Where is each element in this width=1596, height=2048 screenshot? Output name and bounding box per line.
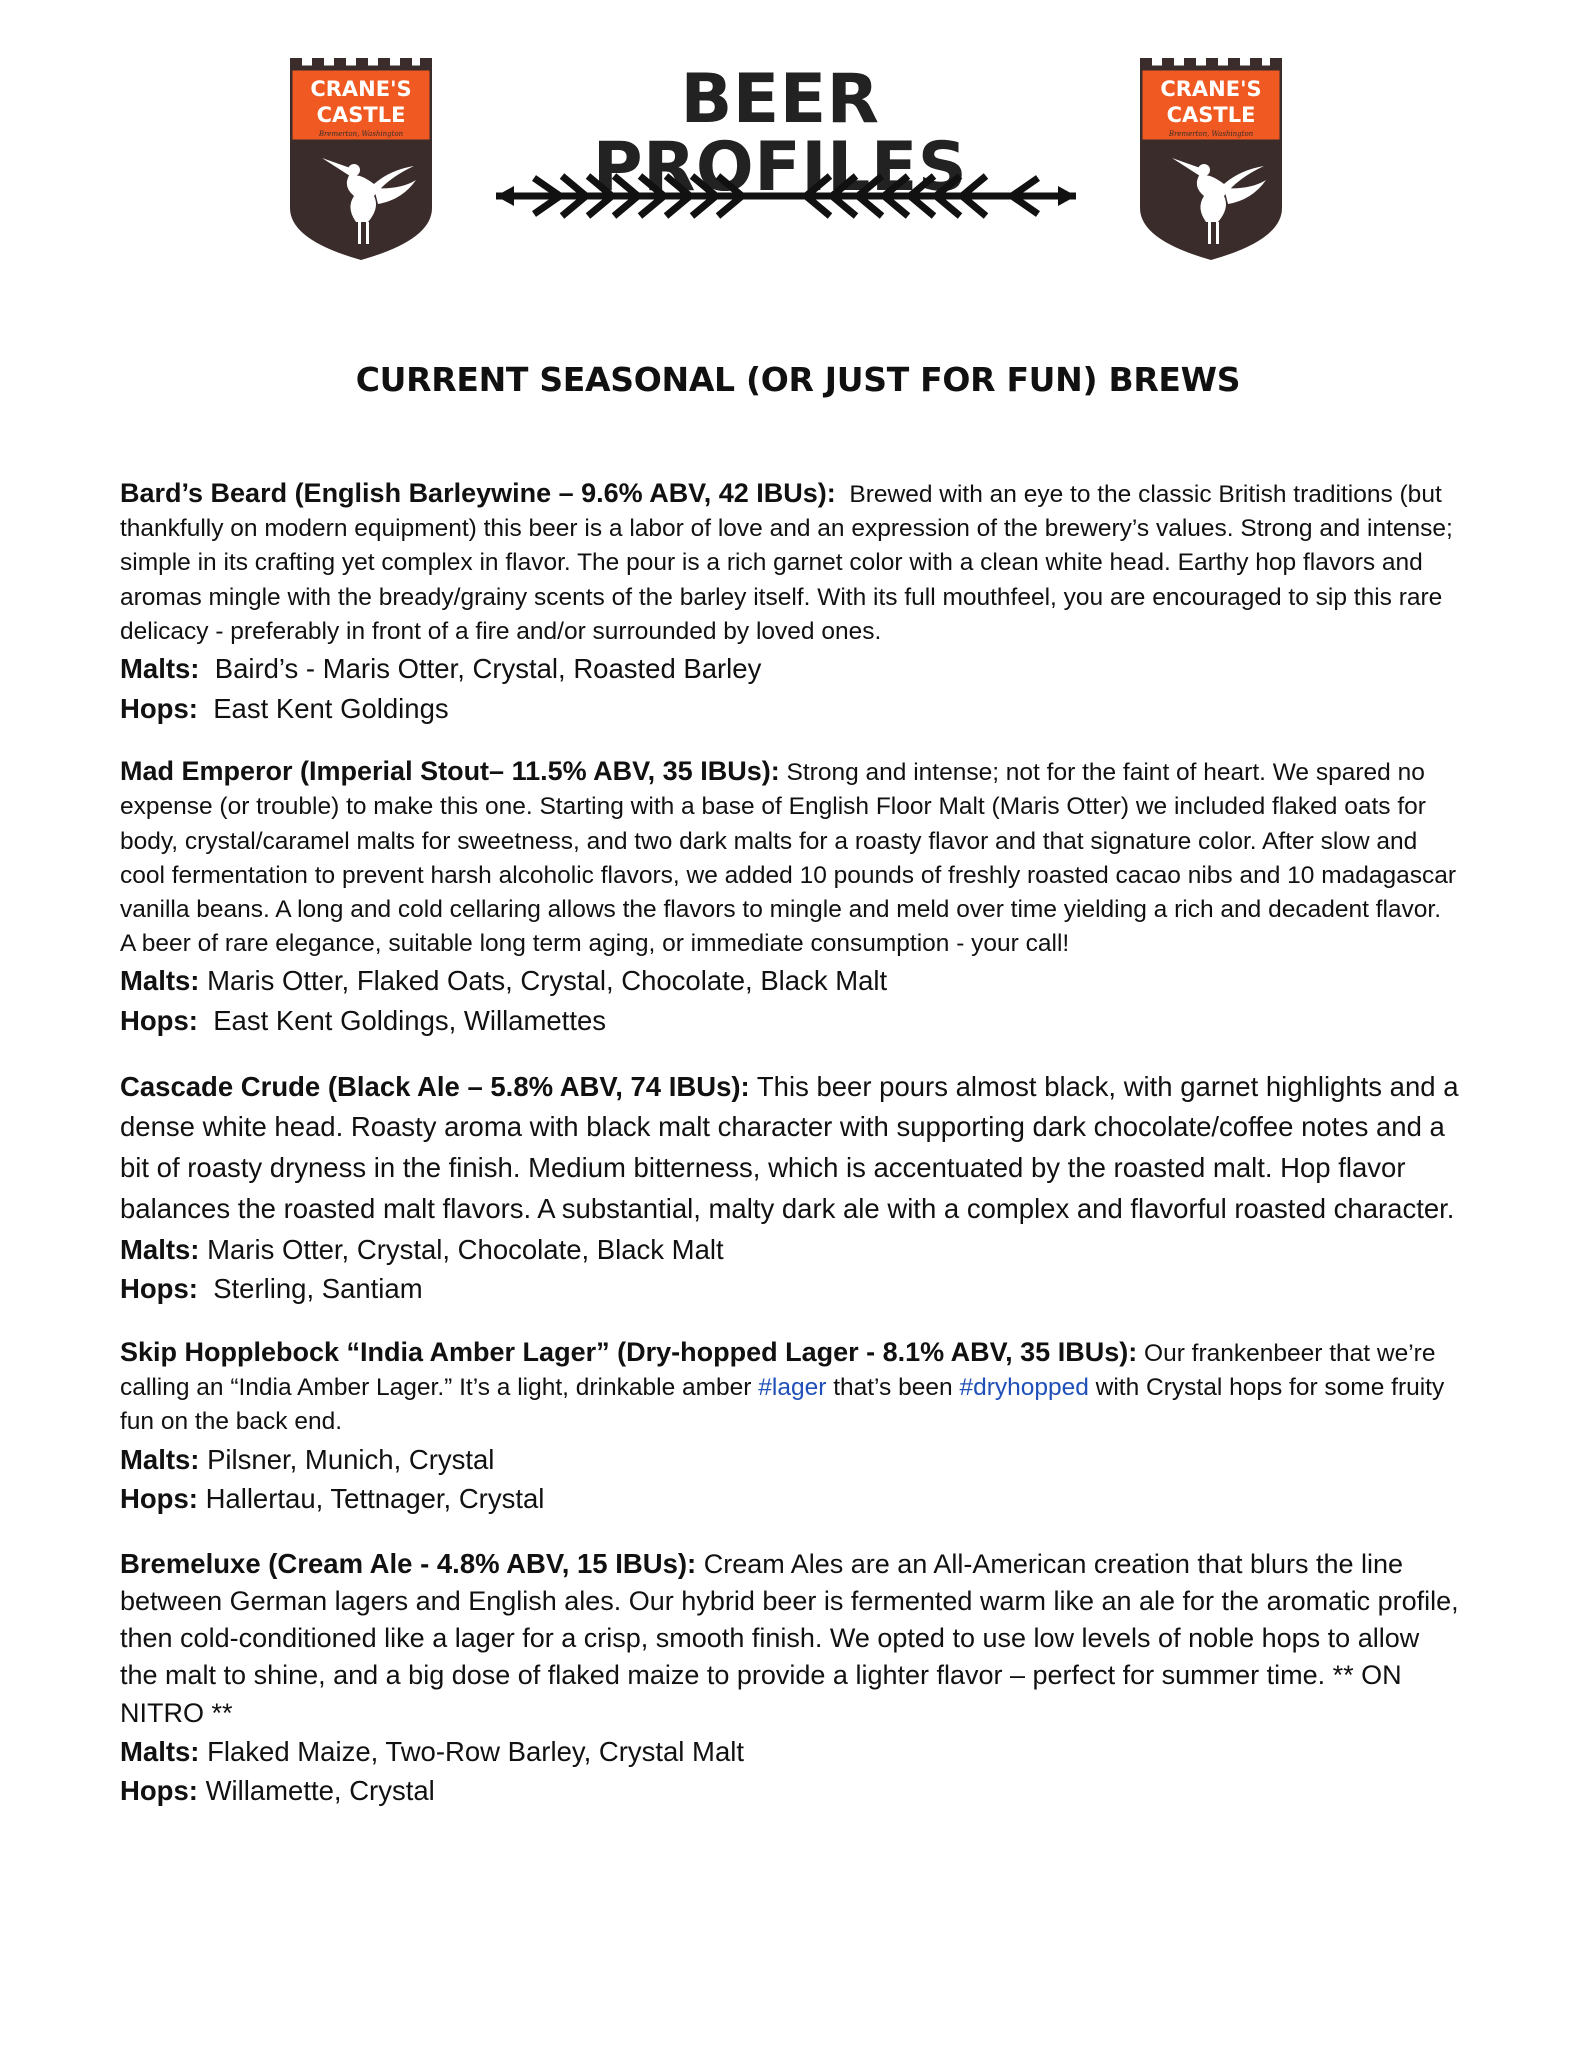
beer-title: Mad Emperor (Imperial Stout– 11.5% ABV, 35 IBUs): (120, 756, 780, 787)
hops-value: East Kent Goldings, Willamettes (213, 1005, 607, 1037)
beer-entry (120, 1545, 1460, 1811)
logo-tagline: Bremerton, Washington (318, 130, 404, 138)
hashtag-lager-link[interactable]: #lager (758, 1374, 827, 1402)
page-title: BEER PROFILES (592, 60, 968, 207)
malts-label: Malts: (120, 965, 200, 997)
beer-title: Cascade Crude (Black Ale – 5.8% ABV, 74 IBUs): (120, 1070, 750, 1102)
beer-entry (120, 1335, 1460, 1519)
cranes-castle-logo-right (1140, 58, 1282, 260)
beer-malts (120, 1230, 1460, 1270)
hops-value: Sterling, Santiam (213, 1273, 423, 1305)
beer-hops (120, 1001, 1460, 1041)
hops-value: Willamette, Crystal (205, 1775, 435, 1807)
logo-line2: CASTLE (1166, 103, 1256, 127)
malts-value: Maris Otter, Flaked Oats, Crystal, Chocolate, Black Malt (207, 965, 888, 997)
arrow-ornament-icon (486, 160, 1086, 232)
malts-value: Flaked Maize, Two-Row Barley, Crystal Malt (207, 1735, 745, 1767)
beer-hops (120, 689, 1460, 729)
malts-value: Maris Otter, Crystal, Chocolate, Black Malt (207, 1233, 724, 1265)
logo-line2: CASTLE (316, 103, 406, 127)
hops-label: Hops: (120, 692, 198, 724)
beer-malts (120, 1732, 1460, 1772)
beer-entry (120, 1067, 1460, 1309)
section-heading: CURRENT SEASONAL (OR JUST FOR FUN) BREWS (355, 360, 1241, 399)
beer-entry (120, 754, 1460, 1040)
beer-description-a: Our frankenbeer that we’re calling an “India Amber Lager.” It’s a light, drinkable amber (120, 1339, 1436, 1402)
beer-title: Bard’s Beard (English Barleywine – 9.6% ABV, 42 IBUs): (120, 478, 836, 508)
hops-label: Hops: (120, 1483, 198, 1515)
logo-line1: CRANE'S (310, 77, 412, 101)
beer-malts (120, 649, 1460, 689)
hops-label: Hops: (120, 1273, 198, 1305)
beer-hops (120, 1269, 1460, 1309)
beer-description: Strong and intense; not for the faint of heart. We spared no expense (or trouble) to make this one. Starting with a base of English Floor Malt (Maris Otter) we included flaked oats for body, crystal/caramel malts for sweetness, and two dark malts for a roasty flavor and that signature color. After slow and cool fermentation to prevent harsh alcoholic flavors, we added 10 pounds of freshly roasted cacao nibs and 10 madagascar vanilla beans. A long and cold cellaring allows the flavors to mingle and meld over time yielding a rich and decadent flavor. A beer of rare elegance, suitable long term aging, or immediate consumption - your call! (120, 759, 1457, 958)
hashtag-dryhopped-link[interactable]: #dryhopped (959, 1374, 1089, 1402)
beer-description-c: with Crystal hops for some fruity fun on the back end. (120, 1374, 1445, 1436)
malts-value: Pilsner, Munich, Crystal (207, 1443, 495, 1475)
beer-description: Brewed with an eye to the classic British traditions (but thankfully on modern equipment) this beer is a labor of love and an expression of the brewery’s values. Strong and intense; simple in its crafting yet complex in flavor. The pour is a rich garnet color with a clean white head. Earthy hop flavors and aromas mingle with the bready/grainy scents of the barley itself. With its full mouthfeel, you are encouraged to sip this rare delicacy - preferably in front of a fire and/or surrounded by loved ones. (120, 481, 1453, 645)
beer-description: Cream Ales are an All-American creation that blurs the line between German lagers and English ales. Our hybrid beer is fermented warm like an ale for the aromatic profile, then cold-conditioned like a lager for a crisp, smooth finish. We opted to use low levels of noble hops to allow the malt to shine, and a big dose of flaked maize to provide a lighter flavor – perfect for summer time. ** ON NITRO ** (120, 1548, 1459, 1728)
beer-hops (120, 1771, 1460, 1811)
logo-line1: CRANE'S (1160, 77, 1262, 101)
malts-label: Malts: (120, 1233, 200, 1265)
beer-hops (120, 1479, 1460, 1519)
beer-title: Bremeluxe (Cream Ale - 4.8% ABV, 15 IBUs): (120, 1547, 697, 1579)
malts-label: Malts: (120, 1443, 200, 1475)
beer-description-b: that’s been (833, 1374, 953, 1402)
logo-tagline: Bremerton, Washington (1168, 130, 1254, 138)
malts-label: Malts: (120, 1735, 200, 1767)
beer-title: Skip Hopplebock “India Amber Lager” (Dry-hopped Lager - 8.1% ABV, 35 IBUs): (120, 1336, 1138, 1367)
hops-value: East Kent Goldings (213, 692, 449, 724)
beer-entry (120, 476, 1460, 728)
beer-malts (120, 1440, 1460, 1480)
beer-description: This beer pours almost black, with garnet highlights and a dense white head. Roasty aroma with black malt character with supporting dark chocolate/coffee notes and a bit of roasty dryness in the finish. Medium bitterness, which is accentuated by the roasted malt. Hop flavor balances the roasted malt flavors. A substantial, malty dark ale with a complex and flavorful roasted character. (120, 1070, 1459, 1224)
hops-label: Hops: (120, 1775, 198, 1807)
cranes-castle-logo-left (290, 58, 432, 260)
malts-label: Malts: (120, 653, 200, 685)
hops-value: Hallertau, Tettnager, Crystal (205, 1483, 545, 1515)
beer-malts (120, 961, 1460, 1001)
hops-label: Hops: (120, 1005, 198, 1037)
malts-value: Baird’s - Maris Otter, Crystal, Roasted Barley (214, 653, 762, 685)
beer-list (120, 476, 1460, 1837)
